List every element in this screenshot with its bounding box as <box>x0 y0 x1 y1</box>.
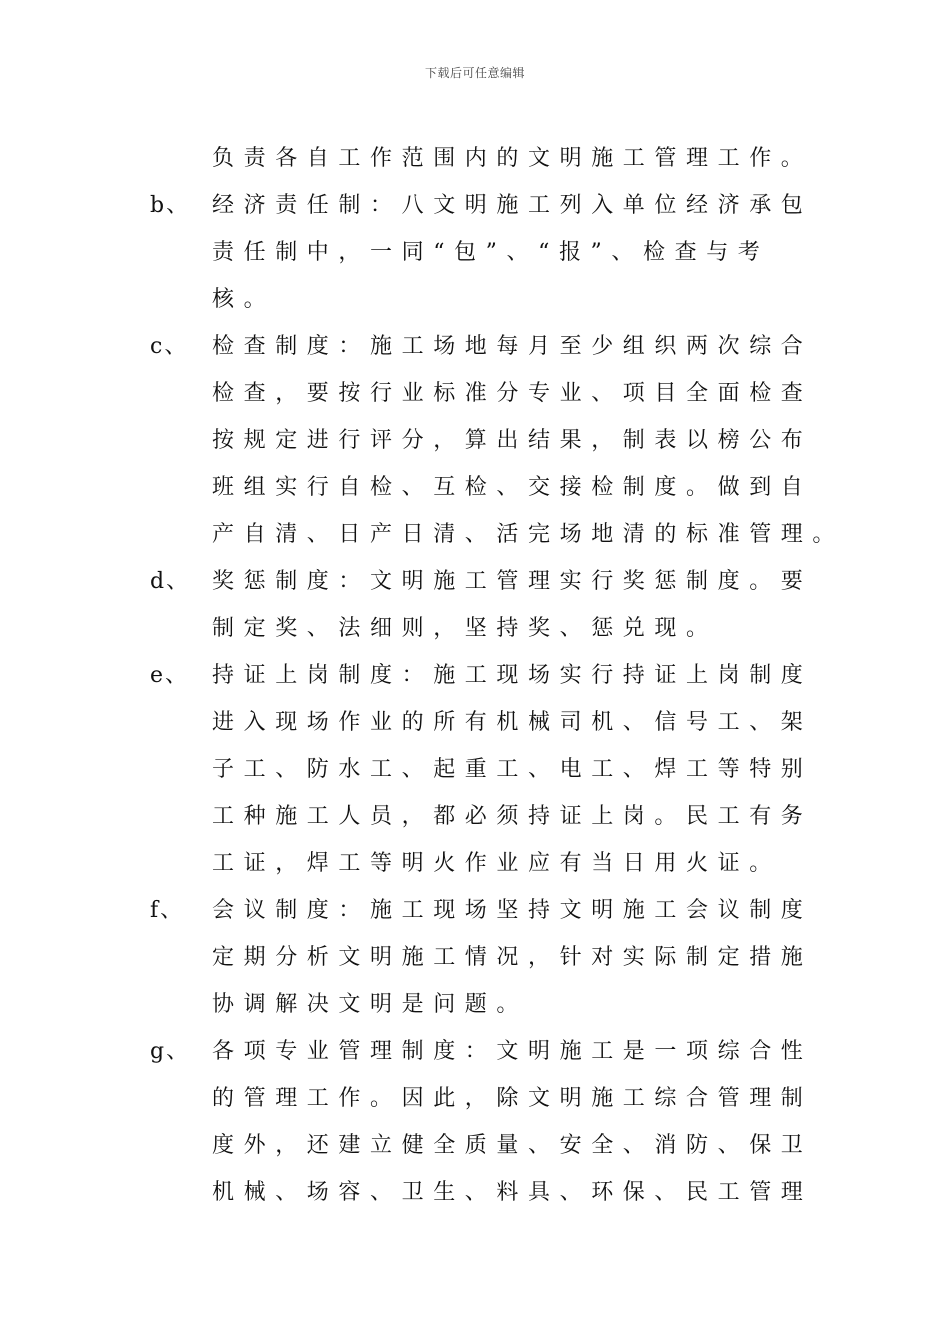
text-line: 协调解决文明是问题。 <box>212 992 529 1017</box>
list-marker: g、 <box>150 1039 191 1064</box>
list-marker: b、 <box>150 193 191 218</box>
text-line: 机械、场容、卫生、料具、环保、民工管理 <box>212 1180 813 1205</box>
list-item-b <box>0 182 950 323</box>
list-marker: d、 <box>150 569 191 594</box>
list-item-text <box>212 558 813 652</box>
text-line: 会议制度：施工现场坚持文明施工会议制度 <box>212 898 813 923</box>
text-line: 核。 <box>212 287 276 312</box>
list-item-text <box>212 1028 813 1216</box>
text-line: 检查，要按行业标准分专业、项目全面检查 <box>212 381 813 406</box>
text-line: 工证，焊工等明火作业应有当日用火证。 <box>212 851 781 876</box>
list-item-g <box>0 1028 950 1216</box>
text-line: 负责各自工作范围内的文明施工管理工作。 <box>212 146 813 171</box>
list-item-text <box>212 887 813 1028</box>
list-marker: c、 <box>150 334 189 359</box>
list-item-text <box>212 652 813 887</box>
text-line: 责任制中，一同“包”、“报”、检查与考 <box>212 240 770 265</box>
text-line: 进入现场作业的所有机械司机、信号工、架 <box>212 710 813 735</box>
paragraph-text <box>212 135 813 182</box>
text-line: 子工、防水工、起重工、电工、焊工等特别 <box>212 757 813 782</box>
text-line: 奖惩制度：文明施工管理实行奖惩制度。要 <box>212 569 813 594</box>
text-line: 持证上岗制度：施工现场实行持证上岗制度 <box>212 663 813 688</box>
text-line: 的管理工作。因此，除文明施工综合管理制 <box>212 1086 813 1111</box>
text-line: 产自清、日产日清、活完场地清的标准管理。 <box>212 522 845 547</box>
text-line: 按规定进行评分，算出结果，制表以榜公布 <box>212 428 813 453</box>
list-item-c <box>0 323 950 558</box>
text-line: 班组实行自检、互检、交接检制度。做到自 <box>212 475 813 500</box>
list-item-f <box>0 887 950 1028</box>
text-line: 工种施工人员，都必须持证上岗。民工有务 <box>212 804 813 829</box>
list-item-d <box>0 558 950 652</box>
text-line: 制定奖、法细则，坚持奖、惩兑现。 <box>212 616 718 641</box>
list-item-e <box>0 652 950 887</box>
text-line: 检查制度：施工场地每月至少组织两次综合 <box>212 334 813 359</box>
text-line: 定期分析文明施工情况，针对实际制定措施 <box>212 945 813 970</box>
paragraph-continuation <box>0 135 950 182</box>
text-line: 度外，还建立健全质量、安全、消防、保卫 <box>212 1133 813 1158</box>
document-body <box>0 135 950 1216</box>
page-header: 下载后可任意编辑 <box>424 66 525 80</box>
text-line: 经济责任制：八文明施工列入单位经济承包 <box>212 193 813 218</box>
text-line: 各项专业管理制度：文明施工是一项综合性 <box>212 1039 813 1064</box>
list-marker: e、 <box>150 663 190 688</box>
list-item-text <box>212 323 845 558</box>
list-item-text <box>212 182 813 323</box>
list-marker: f、 <box>150 898 185 923</box>
